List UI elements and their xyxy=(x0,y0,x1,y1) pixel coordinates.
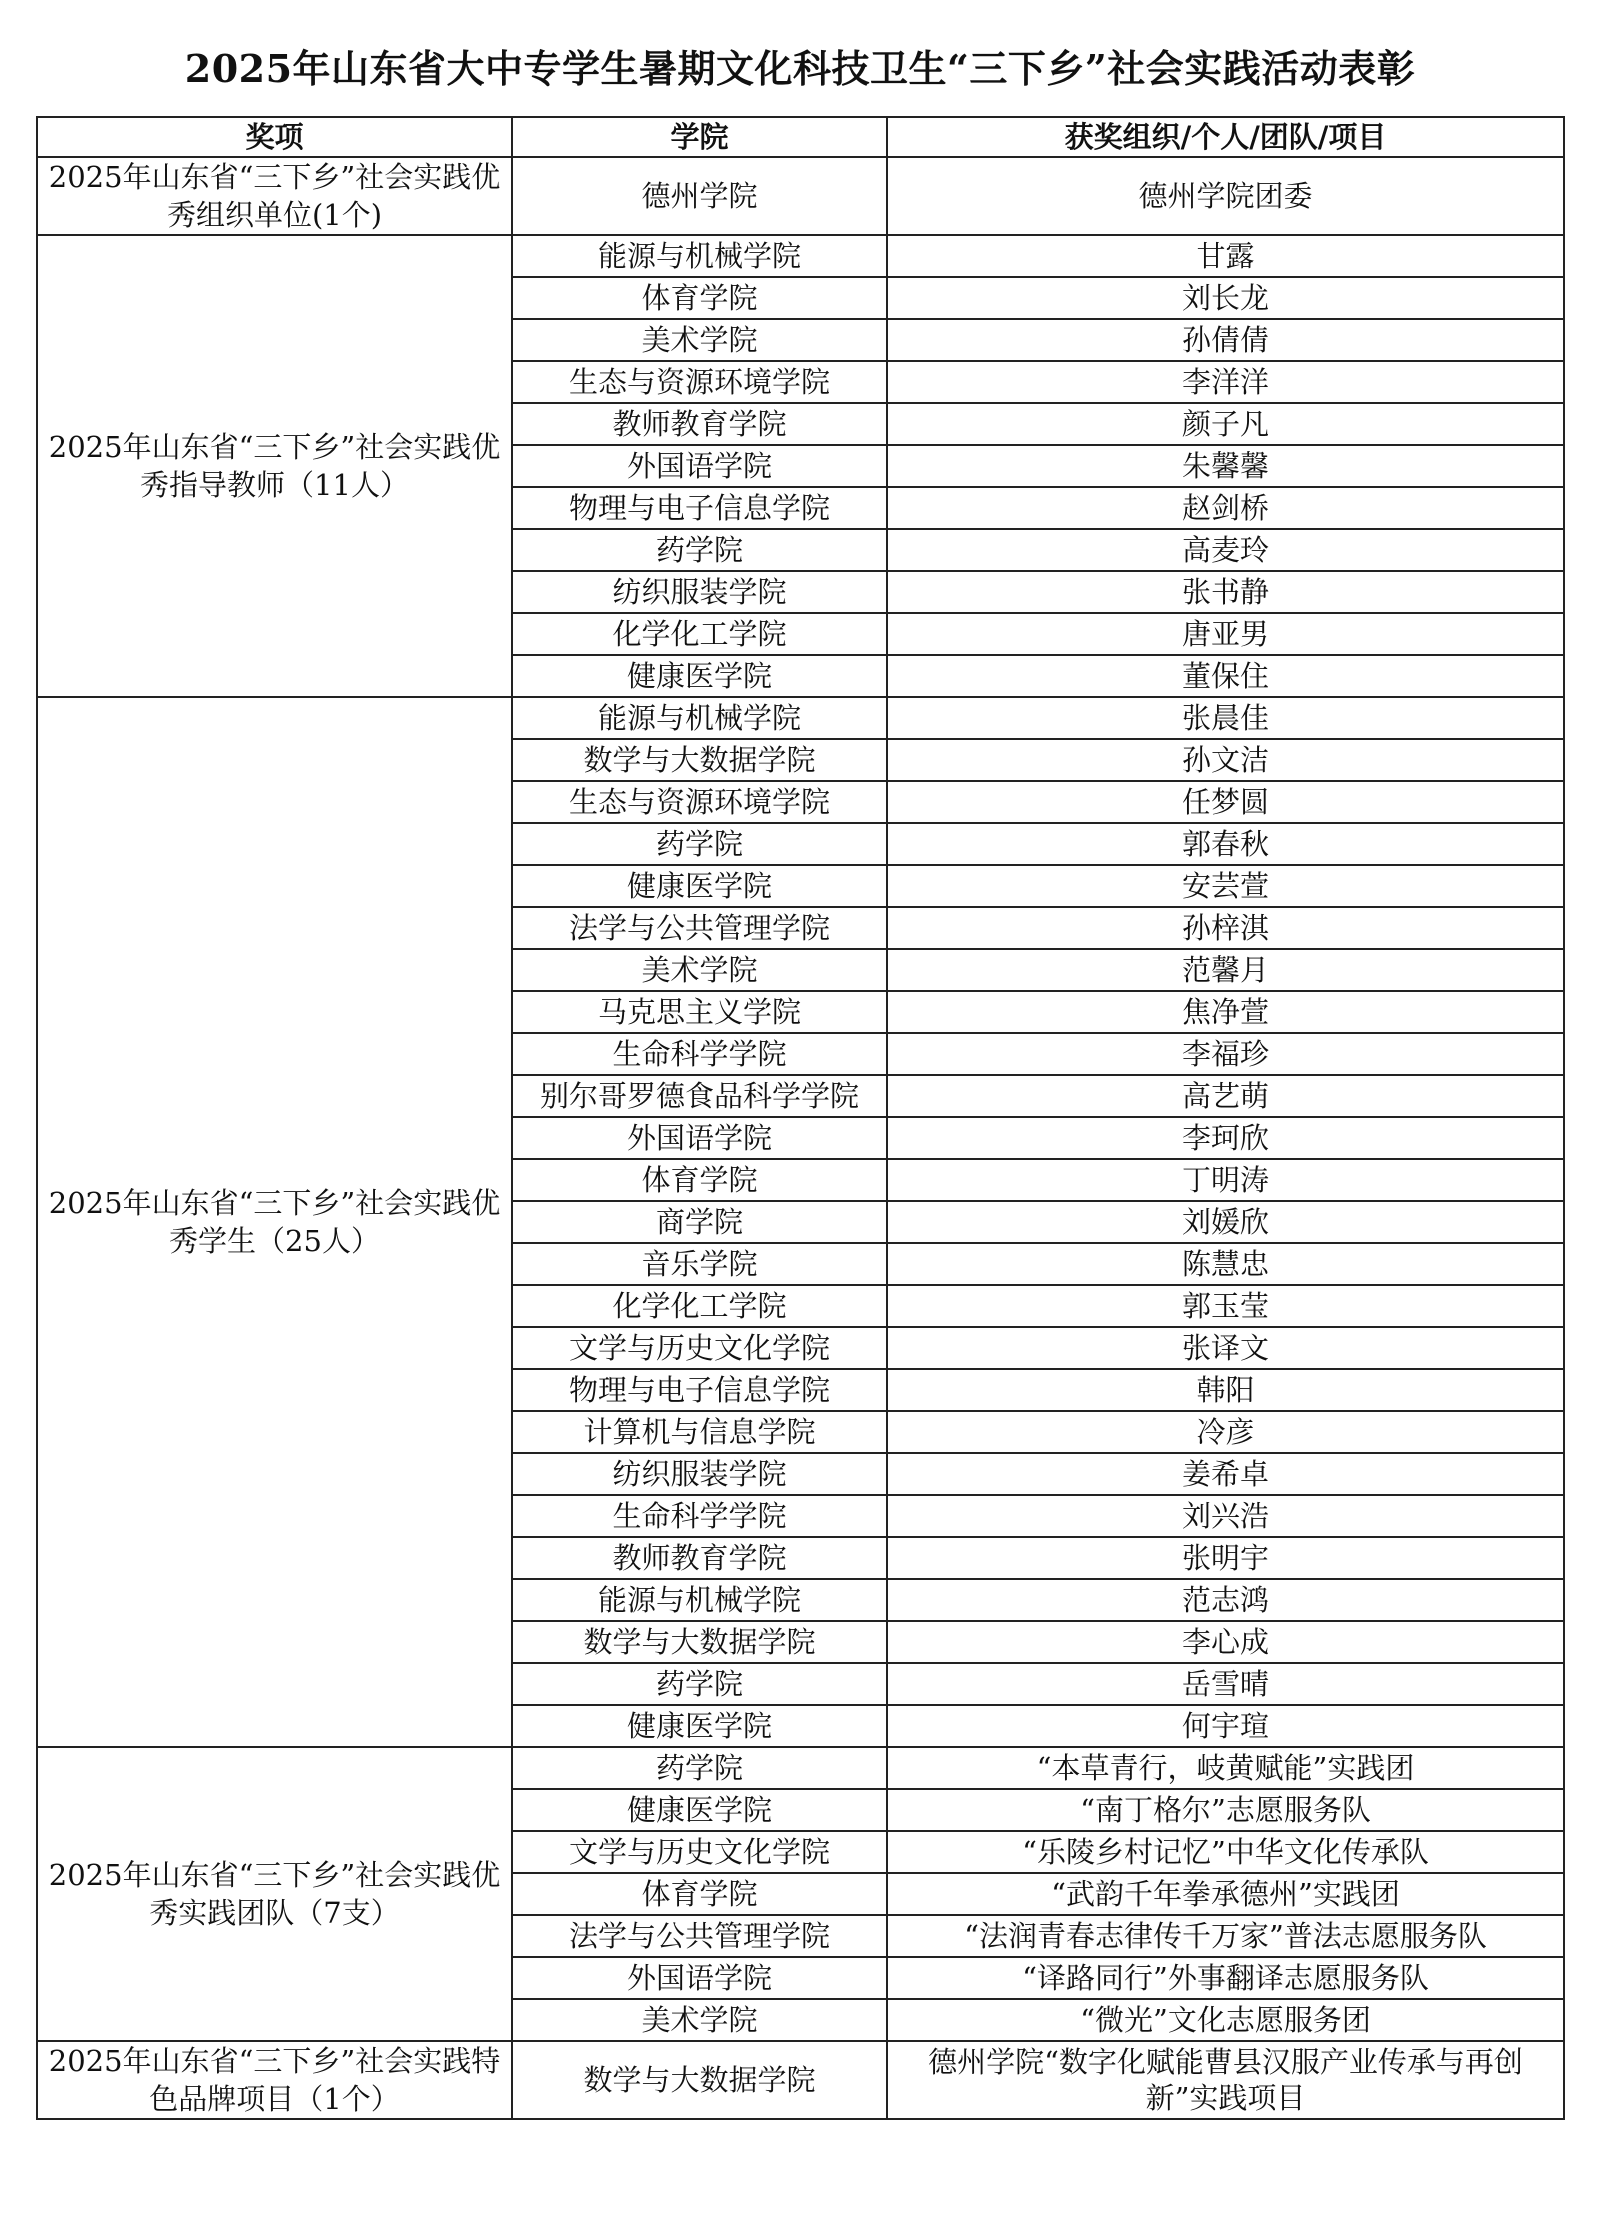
college-cell: 外国语学院 xyxy=(512,1957,887,1999)
winner-cell: 丁明涛 xyxy=(887,1159,1564,1201)
winner-cell: 孙梓淇 xyxy=(887,907,1564,949)
winner-cell: 孙文洁 xyxy=(887,739,1564,781)
college-cell: 体育学院 xyxy=(512,1873,887,1915)
winner-cell: “乐陵乡村记忆”中华文化传承队 xyxy=(887,1831,1564,1873)
header-college: 学院 xyxy=(512,117,887,157)
winner-cell: 姜希卓 xyxy=(887,1453,1564,1495)
winner-cell: 张晨佳 xyxy=(887,697,1564,739)
college-cell: 生态与资源环境学院 xyxy=(512,361,887,403)
winner-cell: 李福珍 xyxy=(887,1033,1564,1075)
header-winner: 获奖组织/个人/团队/项目 xyxy=(887,117,1564,157)
college-cell: 外国语学院 xyxy=(512,1117,887,1159)
winner-cell: 张译文 xyxy=(887,1327,1564,1369)
winner-cell: 刘媛欣 xyxy=(887,1201,1564,1243)
college-cell: 生命科学学院 xyxy=(512,1495,887,1537)
winner-cell: 唐亚男 xyxy=(887,613,1564,655)
award-cell: 2025年山东省“三下乡”社会实践优秀实践团队（7支） xyxy=(37,1747,512,2041)
college-cell: 药学院 xyxy=(512,1663,887,1705)
winner-cell: 刘兴浩 xyxy=(887,1495,1564,1537)
college-cell: 德州学院 xyxy=(512,157,887,235)
college-cell: 音乐学院 xyxy=(512,1243,887,1285)
college-cell: 化学化工学院 xyxy=(512,613,887,655)
college-cell: 美术学院 xyxy=(512,319,887,361)
winner-cell: 安芸萱 xyxy=(887,865,1564,907)
award-cell: 2025年山东省“三下乡”社会实践优秀学生（25人） xyxy=(37,697,512,1747)
winner-cell: 冷彦 xyxy=(887,1411,1564,1453)
winner-cell: 高麦玲 xyxy=(887,529,1564,571)
college-cell: 美术学院 xyxy=(512,1999,887,2041)
page-title: 2025年山东省大中专学生暑期文化科技卫生“三下乡”社会实践活动表彰 xyxy=(184,46,1416,91)
college-cell: 外国语学院 xyxy=(512,445,887,487)
winner-cell: 颜子凡 xyxy=(887,403,1564,445)
college-cell: 美术学院 xyxy=(512,949,887,991)
winner-cell: 李珂欣 xyxy=(887,1117,1564,1159)
college-cell: 体育学院 xyxy=(512,1159,887,1201)
college-cell: 商学院 xyxy=(512,1201,887,1243)
college-cell: 体育学院 xyxy=(512,277,887,319)
college-cell: 药学院 xyxy=(512,529,887,571)
college-cell: 能源与机械学院 xyxy=(512,1579,887,1621)
header-award: 奖项 xyxy=(37,117,512,157)
winner-cell: “南丁格尔”志愿服务队 xyxy=(887,1789,1564,1831)
winner-cell: 德州学院团委 xyxy=(887,157,1564,235)
college-cell: 生命科学学院 xyxy=(512,1033,887,1075)
college-cell: 药学院 xyxy=(512,823,887,865)
college-cell: 文学与历史文化学院 xyxy=(512,1327,887,1369)
winner-cell: “法润青春志律传千万家”普法志愿服务队 xyxy=(887,1915,1564,1957)
winner-cell: 岳雪晴 xyxy=(887,1663,1564,1705)
college-cell: 文学与历史文化学院 xyxy=(512,1831,887,1873)
college-cell: 法学与公共管理学院 xyxy=(512,907,887,949)
college-cell: 药学院 xyxy=(512,1747,887,1789)
winner-cell: 郭玉莹 xyxy=(887,1285,1564,1327)
table-row xyxy=(37,1747,1564,1789)
winner-cell: 高艺萌 xyxy=(887,1075,1564,1117)
winner-cell: 李洋洋 xyxy=(887,361,1564,403)
college-cell: 生态与资源环境学院 xyxy=(512,781,887,823)
winner-cell: 任梦圆 xyxy=(887,781,1564,823)
winner-cell: 刘长龙 xyxy=(887,277,1564,319)
college-cell: 物理与电子信息学院 xyxy=(512,1369,887,1411)
table-row xyxy=(37,2041,1564,2119)
college-cell: 数学与大数据学院 xyxy=(512,2041,887,2119)
winner-cell: 董保住 xyxy=(887,655,1564,697)
winner-cell: 韩阳 xyxy=(887,1369,1564,1411)
award-cell: 2025年山东省“三下乡”社会实践优秀组织单位(1个) xyxy=(37,157,512,235)
college-cell: 教师教育学院 xyxy=(512,1537,887,1579)
winner-cell: 范馨月 xyxy=(887,949,1564,991)
table-row xyxy=(37,235,1564,277)
college-cell: 健康医学院 xyxy=(512,655,887,697)
college-cell: 别尔哥罗德食品科学学院 xyxy=(512,1075,887,1117)
college-cell: 纺织服装学院 xyxy=(512,571,887,613)
winner-cell: 何宇瑄 xyxy=(887,1705,1564,1747)
college-cell: 能源与机械学院 xyxy=(512,235,887,277)
college-cell: 化学化工学院 xyxy=(512,1285,887,1327)
winner-cell: 郭春秋 xyxy=(887,823,1564,865)
college-cell: 法学与公共管理学院 xyxy=(512,1915,887,1957)
winner-cell: 甘露 xyxy=(887,235,1564,277)
college-cell: 马克思主义学院 xyxy=(512,991,887,1033)
college-cell: 健康医学院 xyxy=(512,1789,887,1831)
winner-cell: 孙倩倩 xyxy=(887,319,1564,361)
college-cell: 计算机与信息学院 xyxy=(512,1411,887,1453)
college-cell: 能源与机械学院 xyxy=(512,697,887,739)
college-cell: 数学与大数据学院 xyxy=(512,1621,887,1663)
winner-cell: 赵剑桥 xyxy=(887,487,1564,529)
awards-table xyxy=(36,116,1565,2120)
winner-cell: “武韵千年拳承德州”实践团 xyxy=(887,1873,1564,1915)
winner-cell: 陈慧忠 xyxy=(887,1243,1564,1285)
table-row xyxy=(37,697,1564,739)
winner-cell: 李心成 xyxy=(887,1621,1564,1663)
college-cell: 纺织服装学院 xyxy=(512,1453,887,1495)
college-cell: 健康医学院 xyxy=(512,865,887,907)
winner-cell: 德州学院“数字化赋能曹县汉服产业传承与再创新”实践项目 xyxy=(887,2041,1564,2119)
winner-cell: 张书静 xyxy=(887,571,1564,613)
table-header-row xyxy=(37,117,1564,157)
winner-cell: 范志鸿 xyxy=(887,1579,1564,1621)
award-cell: 2025年山东省“三下乡”社会实践特色品牌项目（1个） xyxy=(37,2041,512,2119)
table-body xyxy=(37,157,1564,2119)
winner-cell: “本草青行，岐黄赋能”实践团 xyxy=(887,1747,1564,1789)
college-cell: 物理与电子信息学院 xyxy=(512,487,887,529)
college-cell: 教师教育学院 xyxy=(512,403,887,445)
college-cell: 数学与大数据学院 xyxy=(512,739,887,781)
winner-cell: “译路同行”外事翻译志愿服务队 xyxy=(887,1957,1564,1999)
winner-cell: 张明宇 xyxy=(887,1537,1564,1579)
award-cell: 2025年山东省“三下乡”社会实践优秀指导教师（11人） xyxy=(37,235,512,697)
winner-cell: 朱馨馨 xyxy=(887,445,1564,487)
table-row xyxy=(37,157,1564,235)
winner-cell: “微光”文化志愿服务团 xyxy=(887,1999,1564,2041)
college-cell: 健康医学院 xyxy=(512,1705,887,1747)
winner-cell: 焦净萱 xyxy=(887,991,1564,1033)
